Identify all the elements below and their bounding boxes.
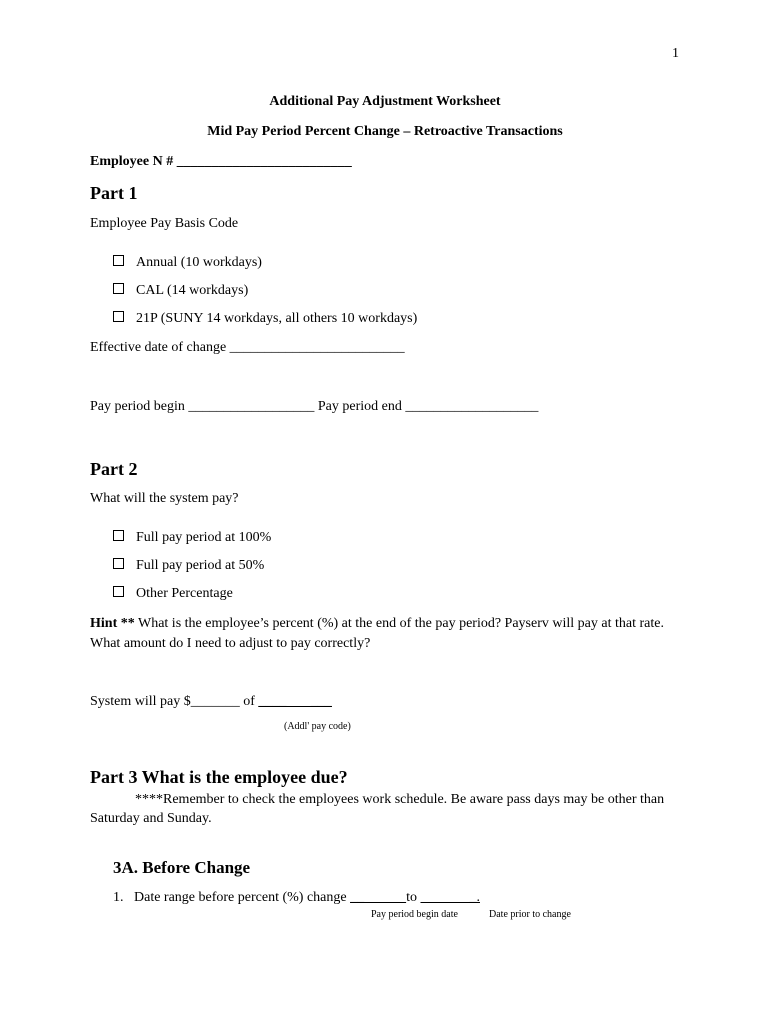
option-full-100[interactable] [113, 530, 271, 546]
system-will-pay-field[interactable] [90, 694, 332, 710]
section-3a-heading: 3A. Before Change [113, 858, 251, 877]
option-annual[interactable] [113, 255, 262, 271]
addl-pay-code-caption: (Addl' pay code) [284, 721, 351, 732]
document-subtitle: Mid Pay Period Percent Change – Retroactive Transactions [207, 124, 563, 139]
option-21p[interactable] [113, 311, 417, 327]
option-label: Full pay period at 100% [136, 530, 272, 545]
system-pay-prefix: System will pay $_______ of [90, 694, 259, 709]
caption-pay-period-begin: Pay period begin date [371, 909, 458, 920]
checkbox-icon[interactable] [113, 283, 124, 294]
pay-period-begin-blank[interactable]: __ [350, 890, 407, 905]
option-label: 21P (SUNY 14 workdays, all others 10 workdays) [136, 311, 418, 326]
item1-to: to [406, 890, 421, 905]
part3-heading: Part 3 What is the employee due? [90, 767, 348, 787]
hint-paragraph [90, 614, 690, 654]
option-label: CAL (14 workdays) [136, 283, 249, 298]
option-cal[interactable] [113, 283, 248, 299]
part1-heading: Part 1 [90, 183, 138, 203]
part2-heading: Part 2 [90, 459, 138, 479]
option-full-50[interactable] [113, 558, 264, 574]
checkbox-icon[interactable] [113, 255, 124, 266]
system-pay-question: What will the system pay? [90, 491, 239, 506]
date-prior-blank[interactable]: _. [420, 890, 480, 905]
option-label: Full pay period at 50% [136, 558, 265, 573]
hint-label: Hint ** [90, 616, 135, 631]
pay-period-fields[interactable]: Pay period begin __________________ Pay period end ___________________ [90, 399, 539, 414]
item1-prefix: 1. Date range before percent (%) change [113, 890, 351, 905]
reminder-text: ****Remember to check the employees work schedule. Be aware pass days may be other than Saturday and Sunday. [90, 792, 665, 826]
hint-text: What is the employee’s percent (%) at the end of the pay period? Payserv will pay at that rate. What amount do I need to adjust to pay correctly? [90, 616, 664, 651]
employee-n-field[interactable]: Employee N # _________________________ [90, 154, 352, 169]
document-title: Additional Pay Adjustment Worksheet [269, 94, 501, 109]
addl-pay-code-blank[interactable]: ____ ___ [258, 694, 332, 709]
checkbox-icon[interactable] [113, 558, 124, 569]
pay-basis-label: Employee Pay Basis Code [90, 216, 239, 231]
checkbox-icon[interactable] [113, 586, 124, 597]
checkbox-icon[interactable] [113, 311, 124, 322]
effective-date-field[interactable]: Effective date of change _________________________ [90, 340, 405, 355]
option-label: Other Percentage [136, 586, 233, 601]
date-range-item[interactable] [113, 890, 480, 906]
option-label: Annual (10 workdays) [136, 255, 262, 270]
caption-date-prior: Date prior to change [489, 909, 571, 920]
page-number: 1 [672, 46, 679, 61]
checkbox-icon[interactable] [113, 530, 124, 541]
option-other-percentage[interactable] [113, 586, 233, 602]
